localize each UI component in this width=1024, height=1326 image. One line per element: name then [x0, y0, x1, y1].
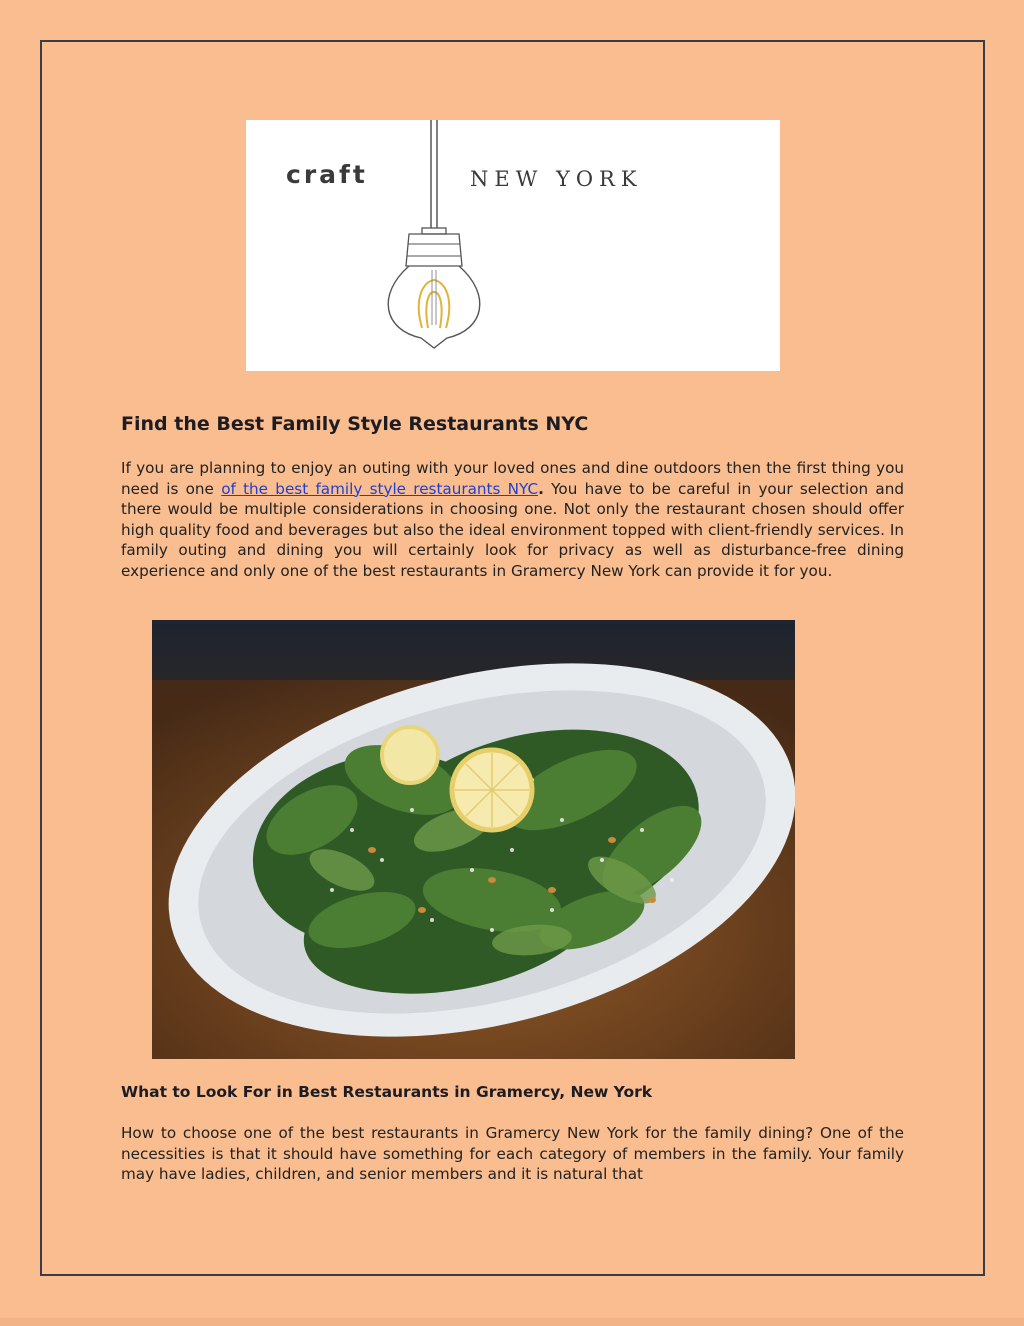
- intro-paragraph: [121, 458, 904, 582]
- light-bulb-icon: [246, 120, 780, 371]
- spinach-salad-photo: [152, 620, 795, 1059]
- family-style-restaurants-link[interactable]: of the best family style restaurants NYC: [221, 479, 539, 498]
- craft-new-york-logo: [246, 120, 780, 371]
- page-bottom-edge: [0, 1318, 1024, 1326]
- intro-text-end: You have to be careful in your selection and there would be multiple considerations in choosing one. Not only the restaurant chosen should offer high quality food and beverages but also the ideal environment topped with client-friendly services. In family outing and dining you will certainly look for privacy as well as disturbance-free dining experience and only one of the best restaurants in Gramercy New York can provide it for you.: [121, 479, 904, 580]
- section-heading: What to Look For in Best Restaurants in Gramercy, New York: [121, 1083, 653, 1101]
- logo-new-york-text: NEW YORK: [470, 167, 643, 191]
- section-paragraph: How to choose one of the best restaurants in Gramercy New York for the family dining? One of the necessities is that it should have something for each category of members in the family. Your family may have ladies, children, and senior members and it is natural that: [121, 1124, 904, 1184]
- intro-text-start: If you are planning to enjoy an outing with your loved ones and dine outdoors then the first thing you need is one: [121, 459, 904, 498]
- intro-link-period: .: [538, 479, 544, 498]
- article-title: Find the Best Family Style Restaurants NYC: [121, 413, 589, 435]
- logo-craft-text: craft: [286, 160, 368, 189]
